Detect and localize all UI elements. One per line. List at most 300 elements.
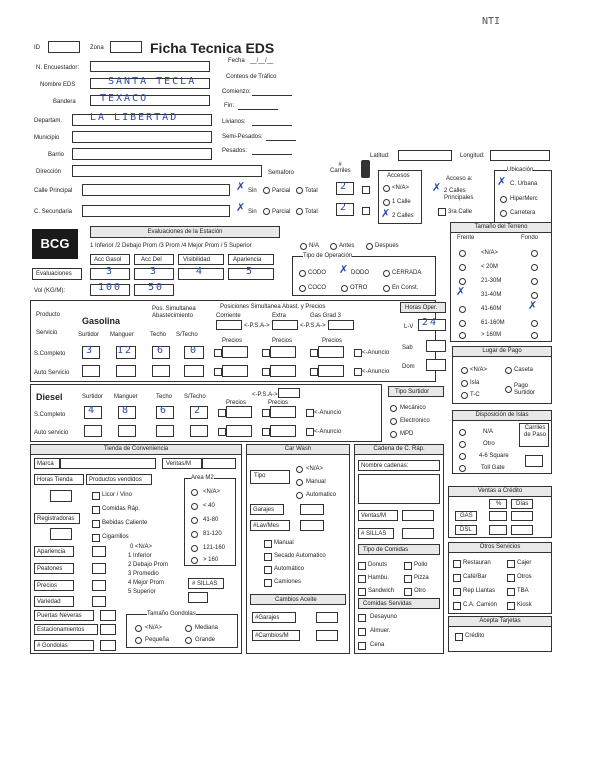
gas-sc-check-2[interactable]: [262, 349, 270, 357]
horas-dom-field[interactable]: [426, 359, 446, 371]
corner-mark: NTI: [482, 16, 501, 27]
vc-gas-dias[interactable]: [511, 511, 533, 521]
accesos-2calles-mark: ✗: [381, 207, 391, 220]
cadena-ventas-field[interactable]: [402, 510, 434, 521]
gas-as-anuncio-check[interactable]: [354, 368, 362, 376]
puertas-field[interactable]: [100, 610, 116, 621]
servida-desayuno-check[interactable]: [358, 614, 366, 622]
parcial-principal-radio[interactable]: [263, 187, 270, 194]
barrio-label: Barrio: [48, 152, 65, 158]
servida-almuer-check[interactable]: [358, 628, 366, 636]
dsl-as-stecho[interactable]: [190, 425, 208, 437]
prod-comidas-check[interactable]: [92, 506, 100, 514]
accesos-1calle-radio[interactable]: [383, 199, 390, 206]
horas-lv-value: 24: [422, 317, 439, 328]
gondolas-field[interactable]: [100, 640, 116, 651]
servida-almuer-label: Almuer.: [370, 628, 391, 634]
otros-servicios-box: [448, 542, 552, 614]
dsl-techo-value: 6: [160, 405, 169, 416]
direccion-field[interactable]: [72, 165, 262, 177]
dsl-as-techo[interactable]: [156, 425, 174, 437]
extra-field[interactable]: [272, 320, 298, 330]
vc-pct-head: %: [489, 499, 507, 509]
dsl-as-anuncio-check[interactable]: [306, 428, 314, 436]
apariencia-field[interactable]: [92, 546, 106, 557]
estacionamientos-field[interactable]: [100, 624, 116, 635]
otros-servicios-title: Otros Servicios: [449, 543, 551, 553]
dsl-manguer-value: 8: [122, 405, 131, 416]
calle-principal-label: Calle Principal: [34, 188, 73, 194]
gondola-grande-radio[interactable]: [185, 637, 192, 644]
gas-as-anuncio: <-Anuncio: [362, 369, 390, 375]
bandera-label: Bandera: [53, 99, 76, 105]
credito-check[interactable]: [455, 633, 463, 641]
carriles-paso-field[interactable]: [525, 455, 543, 467]
cw-auto-label: Automatico: [306, 492, 337, 498]
vol-label: Vol (KG/M):: [34, 288, 66, 294]
pos-sim-label: Pos. Simultanea Abastecimiento: [152, 306, 196, 319]
comida-pizza-check[interactable]: [404, 575, 412, 583]
gas-as-surtidor[interactable]: [82, 365, 100, 377]
horas-sab-field[interactable]: [426, 340, 446, 352]
fin-label: Fin:: [224, 103, 235, 109]
id-label: ID: [34, 45, 40, 51]
islas-na-radio[interactable]: [459, 429, 466, 436]
comienzo-label: Comienzo:: [222, 89, 251, 95]
servida-desayuno-label: Desayuno: [370, 614, 398, 620]
semaforo-label: Semaforo: [268, 170, 295, 176]
gas-sc-price-1[interactable]: [222, 346, 248, 358]
vc-dsl-dias[interactable]: [511, 525, 533, 535]
cambios-mes-field[interactable]: [316, 630, 338, 641]
dsl-as-surtidor[interactable]: [84, 425, 102, 437]
gasolina-title: Gasolina: [82, 316, 121, 326]
cadena-nombre-field[interactable]: [358, 474, 440, 504]
gas-as-price-2[interactable]: [270, 365, 296, 377]
scale-4: 4 Mejor Prom: [128, 580, 165, 586]
comida-hambu-check[interactable]: [358, 575, 366, 583]
frente-160-radio[interactable]: [459, 332, 466, 339]
area-m2-title: Area M2: [191, 475, 214, 481]
islas-46-radio[interactable]: [459, 453, 466, 460]
svc-restauran-label: Restauran: [463, 560, 491, 566]
variedad-label-box: Variedad: [34, 596, 74, 607]
psa-1: <-P.S.A->: [244, 323, 270, 329]
pago-surtidor-radio[interactable]: [505, 386, 512, 393]
accesos-2calles-label: 2 Calles: [392, 213, 414, 219]
servida-cena-label: Cena: [370, 642, 385, 648]
ubicacion-box: [494, 167, 552, 224]
precios-2: Precios: [272, 338, 293, 344]
longitud-label: Longitud:: [460, 153, 485, 159]
horas-lv-label: L-V: [404, 324, 414, 330]
cw-camiones-check[interactable]: [264, 579, 272, 587]
ventas-m-field[interactable]: [202, 458, 236, 469]
pesados-label: Pesados:: [222, 148, 248, 154]
tipo-op-cerrada-radio[interactable]: [383, 270, 390, 277]
peatones-field[interactable]: [92, 563, 106, 574]
eval-col-apariencia: Apariencia: [228, 254, 274, 265]
cambios-garajes-label-box: #Garajes: [252, 612, 296, 623]
ubicacion-hipermerc-radio[interactable]: [500, 196, 507, 203]
prod-licor-check[interactable]: [92, 492, 100, 500]
comida-otro-check[interactable]: [404, 588, 412, 596]
area-na-radio[interactable]: [191, 489, 198, 496]
cw-secado-label: Secado Automatico: [274, 553, 326, 559]
terreno-row-41: 41-60M: [481, 306, 502, 312]
surtidor-electronico-label: Electronico: [400, 418, 430, 424]
cw-secado-check[interactable]: [264, 553, 272, 561]
tipo-op-coco-radio[interactable]: [299, 285, 306, 292]
dsl-sc-price-1[interactable]: [226, 406, 252, 418]
dsl-sc-check-1[interactable]: [218, 409, 226, 417]
svc-restauran-check[interactable]: [453, 560, 461, 568]
pago-isla-radio[interactable]: [461, 380, 468, 387]
tipo-surtidor-title: Tipo Surtidor: [395, 389, 430, 395]
pago-tc-label: T-C: [470, 392, 480, 398]
carriles-secundaria-value: 2: [340, 202, 349, 213]
svc-tba-check[interactable]: [507, 588, 515, 596]
prod-bebidas-check[interactable]: [92, 520, 100, 528]
traffic-light-icon: [361, 160, 370, 178]
precios-label-box: Precios: [34, 580, 74, 591]
servida-cena-check[interactable]: [358, 642, 366, 650]
area-m2-box: [184, 475, 236, 566]
acepta-box: [448, 616, 552, 652]
longitud-field[interactable]: [490, 150, 550, 161]
fecha-value[interactable]: __/__/__: [250, 58, 274, 64]
cadena-sillas-field[interactable]: [402, 528, 434, 539]
pago-caseta-radio[interactable]: [505, 367, 512, 374]
acceso-3ra-check[interactable]: [438, 208, 446, 216]
gas-as-check-1[interactable]: [214, 368, 222, 376]
svc-tba-label: TBA: [517, 588, 529, 594]
comidas-servidas-title-box: Comidas Servidas: [358, 598, 440, 609]
fondo-na-radio[interactable]: [531, 250, 538, 257]
pago-na-radio[interactable]: [461, 367, 468, 374]
scale-0: 0 <N/A>: [130, 544, 153, 550]
tipo-op-enconst-radio[interactable]: [383, 285, 390, 292]
gas-sc-price-3[interactable]: [318, 346, 344, 358]
gas-as-techo[interactable]: [152, 365, 170, 377]
gas-sc-check-3[interactable]: [310, 349, 318, 357]
semipesados-line[interactable]: [266, 140, 296, 141]
pesados-line[interactable]: [252, 154, 292, 155]
fondo-160-radio[interactable]: [531, 332, 538, 339]
total-principal-label: Total: [305, 188, 318, 194]
dsl-sc-price-2[interactable]: [270, 406, 296, 418]
dsl-sc-check-2[interactable]: [262, 409, 270, 417]
frente-21-radio[interactable]: [459, 278, 466, 285]
area-80-radio[interactable]: [191, 517, 198, 524]
bcg-logo: BCG: [32, 229, 78, 259]
encuestador-label: N. Encuestador:: [36, 65, 80, 71]
marca-label-box: Marca: [34, 458, 60, 469]
comida-donuts-check[interactable]: [358, 562, 366, 570]
gas-as-check-3[interactable]: [310, 368, 318, 376]
marca-field[interactable]: [60, 458, 156, 469]
lugar-pago-title: Lugar de Pago: [453, 347, 551, 357]
area-160-label: 121-160: [203, 545, 226, 551]
registradoras-label-box: Registradoras: [34, 513, 80, 524]
carriles-principal-value: 2: [340, 181, 349, 192]
dsl-psa-field[interactable]: [278, 388, 300, 398]
cw-auto-radio[interactable]: [296, 492, 303, 499]
vc-dsl-pct[interactable]: [489, 525, 507, 535]
svc-kiosk-check[interactable]: [507, 602, 515, 610]
dsl-scompleto-label: S.Completo: [34, 412, 66, 418]
tipo-op-dodo-label: DODO: [351, 270, 369, 276]
svc-otros-label: Otros: [517, 574, 532, 580]
estacionamientos-label-box: Estacionamientos: [34, 624, 98, 635]
ventas-credito-title: Ventas a Crédito: [449, 487, 551, 497]
semaforo-principal-check[interactable]: [362, 186, 370, 194]
fondo-41-mark: ✗: [528, 299, 538, 312]
livianos-label: Livianos:: [222, 119, 246, 125]
surtidor-mpd-label: MPD: [400, 431, 414, 437]
gondola-mediana-label: Mediana: [195, 625, 219, 631]
islas-otro-radio[interactable]: [459, 441, 466, 448]
accesos-1calle-label: 1 Calle: [392, 199, 411, 205]
despues-radio[interactable]: [366, 243, 373, 250]
svc-cafe-check[interactable]: [453, 574, 461, 582]
peatones-label-box: Peatones: [34, 563, 74, 574]
precios-field[interactable]: [92, 580, 106, 591]
tienda-sillas-field[interactable]: [188, 592, 208, 603]
sin-principal-mark: ✗: [236, 180, 246, 193]
producto-label: Producto: [36, 312, 61, 318]
sin-principal-label: Sin: [248, 188, 257, 194]
pago-surtidor-label: Pago Surtidor: [514, 383, 536, 396]
evaluaciones-label-box: Evaluaciones: [32, 268, 82, 280]
fondo-61-radio[interactable]: [531, 320, 538, 327]
sin-secundaria-mark: ✗: [236, 201, 246, 214]
svc-llantas-check[interactable]: [453, 588, 461, 596]
credito-label: Crédito: [465, 633, 485, 639]
acceso-2calles-label: 2 Calles Principales: [444, 188, 474, 201]
surtidor-mpd-radio[interactable]: [390, 431, 397, 438]
gas-stecho-value: 0: [190, 345, 199, 356]
cadena-title: Cadena de C. Ráp.: [355, 445, 443, 455]
svc-otros-check[interactable]: [507, 574, 515, 582]
cambios-garajes-field[interactable]: [316, 612, 338, 623]
ubicacion-carretera-label: Carretera: [510, 210, 536, 216]
latitud-label: Latitud:: [370, 153, 390, 159]
frente-61-radio[interactable]: [459, 320, 466, 327]
calle-secundaria-field[interactable]: [82, 205, 230, 217]
barrio-field[interactable]: [72, 148, 212, 160]
horas-title-box: [400, 302, 446, 313]
dsl-sc-anuncio-check[interactable]: [306, 409, 314, 417]
tipo-op-otro-label: OTRO: [350, 285, 368, 291]
gondola-mediana-radio[interactable]: [185, 625, 192, 632]
gondolas-label-box: # Gondolas: [34, 640, 94, 651]
cw-automatico-check[interactable]: [264, 566, 272, 574]
gas-as-stecho[interactable]: [184, 365, 204, 377]
departam-value: LA LIBERTAD: [90, 112, 179, 123]
zona-field[interactable]: [110, 41, 142, 53]
cw-tipo-label-box: Tipo: [250, 470, 290, 484]
diesel-title: Diesel: [36, 392, 63, 402]
corriente-field[interactable]: [216, 320, 242, 330]
registradoras-field[interactable]: [50, 528, 72, 540]
cw-manual-check[interactable]: [264, 540, 272, 548]
area-gt160-radio[interactable]: [191, 557, 198, 564]
nombre-eds-value: SANTA TECLA: [108, 76, 197, 87]
prod-bebidas-label: Bebidas Caliente: [102, 520, 148, 526]
gas-head-stecho: S/Techo: [176, 332, 198, 338]
islas-toll-radio[interactable]: [459, 465, 466, 472]
gas-as-price-1[interactable]: [222, 365, 248, 377]
gas-as-price-3[interactable]: [318, 365, 344, 377]
tipo-op-title: Tipo de Operación: [303, 253, 353, 259]
tipo-op-coco-label: COCO: [308, 285, 326, 291]
pago-tc-radio[interactable]: [461, 392, 468, 399]
gasgrad-field[interactable]: [328, 320, 354, 330]
dsl-as-manguer[interactable]: [118, 425, 136, 437]
eval-apariencia-value: 5: [246, 266, 255, 277]
terreno-title: Tamaño del Terreno: [451, 223, 551, 233]
cw-garajes-field[interactable]: [300, 504, 324, 515]
area-120-radio[interactable]: [191, 531, 198, 538]
parcial-secundaria-radio[interactable]: [263, 208, 270, 215]
form-title: Ficha Tecnica EDS: [150, 40, 275, 56]
na-radio[interactable]: [300, 243, 307, 250]
accesos-na-radio[interactable]: [383, 185, 390, 192]
frente-41-radio[interactable]: [459, 306, 466, 313]
dsl-as-check-2[interactable]: [262, 428, 270, 436]
gas-sc-check-1[interactable]: [214, 349, 222, 357]
surtidor-mecanico-radio[interactable]: [390, 405, 397, 412]
gas-head-surtidor: Surtidor: [78, 332, 100, 338]
nombre-eds-label: Nombre EDS: [40, 82, 76, 88]
livianos-line[interactable]: [252, 125, 292, 126]
comida-pollo-check[interactable]: [404, 562, 412, 570]
svc-cajer-label: Cajer: [517, 560, 532, 566]
total-principal-radio[interactable]: [296, 187, 303, 194]
terreno-frente: Frente: [457, 235, 475, 241]
pago-isla-label: Isla: [470, 380, 480, 386]
horas-title: Horas Oper.: [405, 305, 438, 311]
tipo-op-codo-radio[interactable]: [299, 270, 306, 277]
gas-sc-anuncio-check[interactable]: [354, 349, 362, 357]
fin-line[interactable]: [238, 109, 278, 110]
productos-vendidos-box: Productos vendidos: [86, 474, 152, 485]
carriles-label: # Carriles: [330, 162, 351, 174]
latitud-field[interactable]: [398, 150, 452, 161]
cambios-title-box: Cambios Aceite: [250, 594, 346, 605]
gondola-na-radio[interactable]: [135, 625, 142, 632]
ubicacion-carretera-radio[interactable]: [500, 210, 507, 217]
dsl-autoservicio-label: Auto servicio: [34, 430, 69, 436]
islas-46-label: 4-6 Square: [479, 453, 509, 459]
scale-3: 3 Promedio: [128, 571, 159, 577]
gas-as-manguer[interactable]: [116, 365, 136, 377]
eval-acc-del-value: 3: [150, 266, 159, 277]
fondo-20-radio[interactable]: [531, 264, 538, 271]
area-160-radio[interactable]: [191, 545, 198, 552]
dsl-as-price-1[interactable]: [226, 425, 252, 437]
id-field[interactable]: [48, 41, 80, 53]
gas-sc-price-2[interactable]: [270, 346, 296, 358]
gas-grad-label: Gas Grad 3: [310, 313, 342, 319]
dsl-as-check-1[interactable]: [218, 428, 226, 436]
acceso-2calles-mark: ✗: [432, 181, 442, 194]
servicio-label: Servicio: [36, 330, 58, 336]
direccion-label: Dirección: [36, 169, 62, 175]
fondo-21-radio[interactable]: [531, 278, 538, 285]
vc-gas-pct[interactable]: [489, 511, 507, 521]
svc-camion-label: C.A. Camión: [463, 602, 498, 608]
municipio-label: Municipio: [34, 135, 60, 141]
cw-na-radio[interactable]: [296, 466, 303, 473]
gas-head-techo: Techo: [150, 332, 167, 338]
parcial-secundaria-label: Parcial: [272, 209, 291, 215]
area-40-radio[interactable]: [191, 503, 198, 510]
horas-tienda-field[interactable]: [50, 490, 72, 502]
gas-surtidor-value: 3: [86, 345, 95, 356]
area-na-label: <N/A>: [203, 489, 221, 495]
svc-cajer-check[interactable]: [507, 560, 515, 568]
gondola-pequena-radio[interactable]: [135, 637, 142, 644]
semipesados-label: Semi-Pesados:: [222, 134, 263, 140]
variedad-field[interactable]: [92, 596, 106, 607]
precios-3: Precios: [322, 338, 343, 344]
semaforo-secundaria-check[interactable]: [362, 207, 370, 215]
cadena-ventas-label-box: Ventas/M: [358, 510, 398, 521]
cw-manual-check-label: Manual: [274, 540, 294, 546]
antes-radio[interactable]: [330, 243, 337, 250]
tipo-op-otro-radio[interactable]: [341, 285, 348, 292]
psa-2: <-P.S.A->: [300, 323, 326, 329]
cw-lavmes-field[interactable]: [300, 520, 324, 531]
gas-scompleto-label: S.Completo: [34, 351, 66, 357]
horas-tienda-label-box: Horas Tienda: [34, 474, 84, 485]
encuestador-field[interactable]: [90, 61, 210, 72]
pos-sim-abast-label: Posiciones Simultanea Abast. y Precios: [220, 304, 326, 310]
calle-principal-field[interactable]: [82, 184, 230, 196]
surtidor-electronico-radio[interactable]: [390, 418, 397, 425]
departam-label: Departam.: [34, 118, 63, 124]
ventas-credito-box: [448, 486, 552, 538]
dsl-head-stecho: S/Techo: [184, 394, 206, 400]
carwash-title: Car Wash: [247, 445, 349, 455]
svc-camion-check[interactable]: [453, 602, 461, 610]
comida-pizza-label: Pizza: [414, 575, 429, 581]
islas-na-label: N/A: [483, 429, 494, 435]
dsl-head-surtidor: Surtidor: [82, 394, 104, 400]
frente-20-radio[interactable]: [459, 264, 466, 271]
prod-cigarrillos-check[interactable]: [92, 534, 100, 542]
comida-otro-label: Otro: [414, 588, 426, 594]
comienzo-line[interactable]: [252, 95, 292, 96]
gas-as-check-2[interactable]: [262, 368, 270, 376]
svc-kiosk-label: Kiosk: [517, 602, 532, 608]
municipio-field[interactable]: [72, 131, 212, 143]
eval-visibilidad-value: 4: [196, 266, 205, 277]
tipo-op-codo-label: CODO: [308, 270, 326, 276]
acepta-title: Acepta Tarjetas: [449, 617, 551, 627]
fondo-31-radio[interactable]: [531, 292, 538, 299]
eval-title: Evaluaciones de la Estación: [147, 229, 223, 235]
comida-sandwich-check[interactable]: [358, 588, 366, 596]
cw-manual-radio[interactable]: [296, 479, 303, 486]
ventas-m-label-box: Ventas/M: [162, 458, 202, 469]
dsl-as-price-2[interactable]: [270, 425, 296, 437]
total-secundaria-radio[interactable]: [296, 208, 303, 215]
terreno-row-61: 61-160M: [481, 320, 505, 326]
frente-na-radio[interactable]: [459, 250, 466, 257]
